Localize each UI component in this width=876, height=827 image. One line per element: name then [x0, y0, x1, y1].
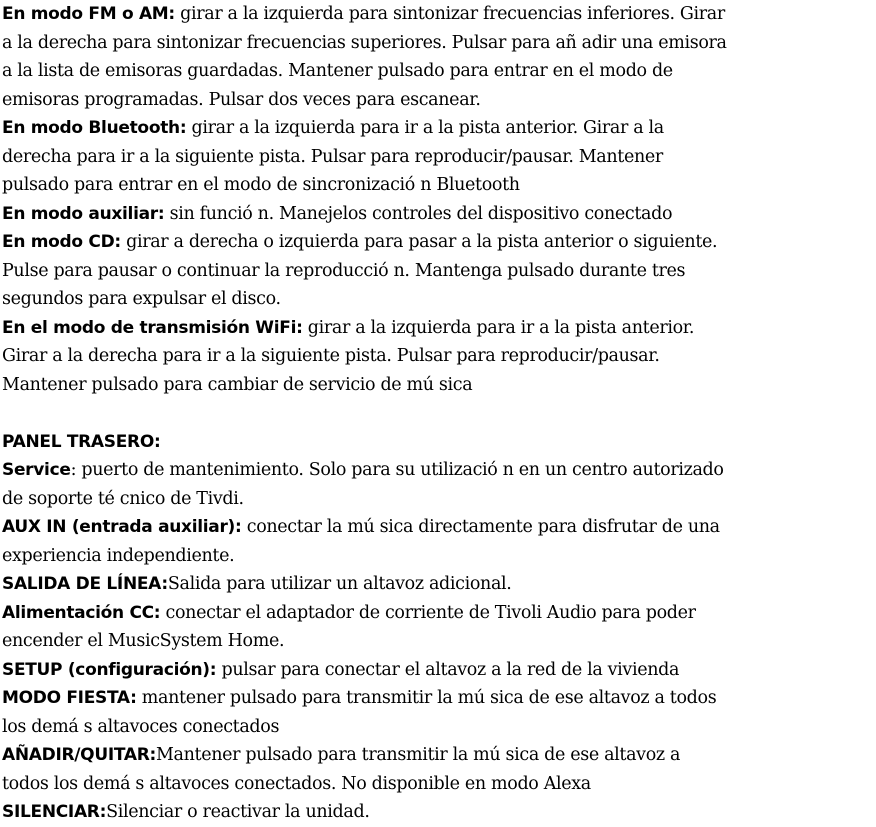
text-line	[2, 570, 876, 599]
text-line	[2, 770, 876, 799]
text-line	[2, 257, 876, 286]
term-label: SILENCIAR:	[2, 802, 107, 822]
term-description: Salida para utilizar un altavoz adicional.	[167, 574, 512, 594]
term-description: derecha para ir a la siguiente pista. Pulsar para reproducir/pausar. Mantener	[2, 146, 663, 167]
term-label: Service	[2, 460, 71, 480]
term-description: los demá s altavoces conectados	[2, 716, 280, 737]
term-description: : puerto de mantenimiento. Solo para su utilizació n en un centro autorizado	[70, 460, 724, 480]
definition-entry	[2, 0, 876, 114]
term-description: encender el MusicSystem Home.	[2, 631, 285, 651]
term-description: de soporte té cnico de Tivdi.	[2, 488, 244, 509]
text-line	[2, 314, 876, 343]
text-line	[2, 29, 876, 58]
term-description: conectar la mú sica directamente para disfrutar de una	[241, 517, 720, 537]
text-line	[2, 428, 876, 457]
term-description: todos los demá s altavoces conectados. No disponible en modo Alexa	[2, 773, 591, 794]
definition-entry	[2, 684, 876, 741]
term-description: sin funció n. Manejelos controles del dispositivo conectado	[164, 203, 673, 224]
term-description: a la lista de emisoras guardadas. Mantener pulsado para entrar en el modo de	[2, 61, 673, 81]
term-label: Alimentación CC:	[2, 602, 161, 623]
term-description: a la derecha para sintonizar frecuencias superiores. Pulsar para añ adir una emisora	[2, 32, 727, 53]
text-line	[2, 513, 876, 542]
text-line	[2, 684, 876, 713]
term-description: conectar el adaptador de corriente de Tivoli Audio para poder	[160, 602, 696, 623]
term-label: En modo auxiliar:	[2, 203, 165, 224]
definition-entry	[2, 428, 876, 457]
term-description: girar a derecha o izquierda para pasar a la pista anterior o siguiente.	[120, 232, 718, 252]
definition-entry	[2, 456, 876, 513]
text-line	[2, 485, 876, 514]
definition-entry	[2, 228, 876, 314]
term-label: PANEL TRASERO:	[2, 431, 161, 452]
text-line	[2, 171, 876, 200]
term-description: mantener pulsado para transmitir la mú sica de ese altavoz a todos	[136, 688, 717, 708]
text-line	[2, 713, 876, 742]
term-label: SETUP (configuración):	[2, 659, 217, 680]
term-description: girar a la izquierda para ir a la pista anterior.	[302, 317, 695, 338]
term-label: En el modo de transmisión WiFi:	[2, 317, 303, 338]
text-line	[2, 371, 876, 400]
definition-entry	[2, 513, 876, 570]
term-label: En modo FM o AM:	[2, 4, 175, 24]
text-line	[2, 741, 876, 770]
term-description: Pulse para pausar o continuar la reproducció n. Mantenga pulsado durante tres	[2, 260, 686, 281]
text-line	[2, 114, 876, 143]
term-description: girar a la izquierda para sintonizar frecuencias inferiores. Girar	[174, 4, 725, 24]
text-line	[2, 0, 876, 29]
term-description: girar a la izquierda para ir a la pista anterior. Girar a la	[186, 118, 664, 138]
text-line	[2, 542, 876, 571]
text-line	[2, 656, 876, 685]
term-description: Girar a la derecha para ir a la siguiente pista. Pulsar para reproducir/pausar.	[2, 346, 660, 366]
definition-entry	[2, 656, 876, 685]
term-description: Silenciar o reactivar la unidad.	[106, 802, 370, 822]
term-description: pulsado para entrar en el modo de sincronizació n Bluetooth	[2, 175, 520, 195]
text-line	[2, 200, 876, 229]
text-line	[2, 456, 876, 485]
blank-line	[2, 399, 876, 428]
term-description: Mantener pulsado para cambiar de servicio de mú sica	[2, 374, 473, 395]
text-line	[2, 143, 876, 172]
term-label: MODO FIESTA:	[2, 688, 137, 708]
term-description: Mantener pulsado para transmitir la mú sica de ese altavoz a	[155, 745, 681, 765]
manual-page	[2, 0, 876, 827]
term-description: segundos para expulsar el disco.	[2, 289, 281, 309]
text-line	[2, 285, 876, 314]
definition-entry	[2, 200, 876, 229]
text-line	[2, 599, 876, 628]
definition-entry	[2, 314, 876, 400]
term-label: SALIDA DE LÍNEA:	[2, 574, 168, 594]
term-description: experiencia independiente.	[2, 545, 235, 566]
definition-entry	[2, 570, 876, 599]
definition-entry	[2, 798, 876, 827]
manual-body	[2, 0, 876, 827]
definition-entry	[2, 741, 876, 798]
term-label: En modo CD:	[2, 232, 121, 252]
term-description: pulsar para conectar el altavoz a la red de la vivienda	[216, 659, 680, 680]
text-line	[2, 342, 876, 371]
term-label: AÑADIR/QUITAR:	[2, 745, 156, 765]
definition-entry	[2, 114, 876, 200]
definition-entry	[2, 599, 876, 656]
text-line	[2, 86, 876, 115]
term-label: AUX IN (entrada auxiliar):	[2, 517, 242, 537]
text-line	[2, 57, 876, 86]
term-label: En modo Bluetooth:	[2, 118, 187, 138]
text-line	[2, 627, 876, 656]
text-line	[2, 228, 876, 257]
term-description: emisoras programadas. Pulsar dos veces para escanear.	[2, 89, 481, 110]
text-line	[2, 798, 876, 827]
